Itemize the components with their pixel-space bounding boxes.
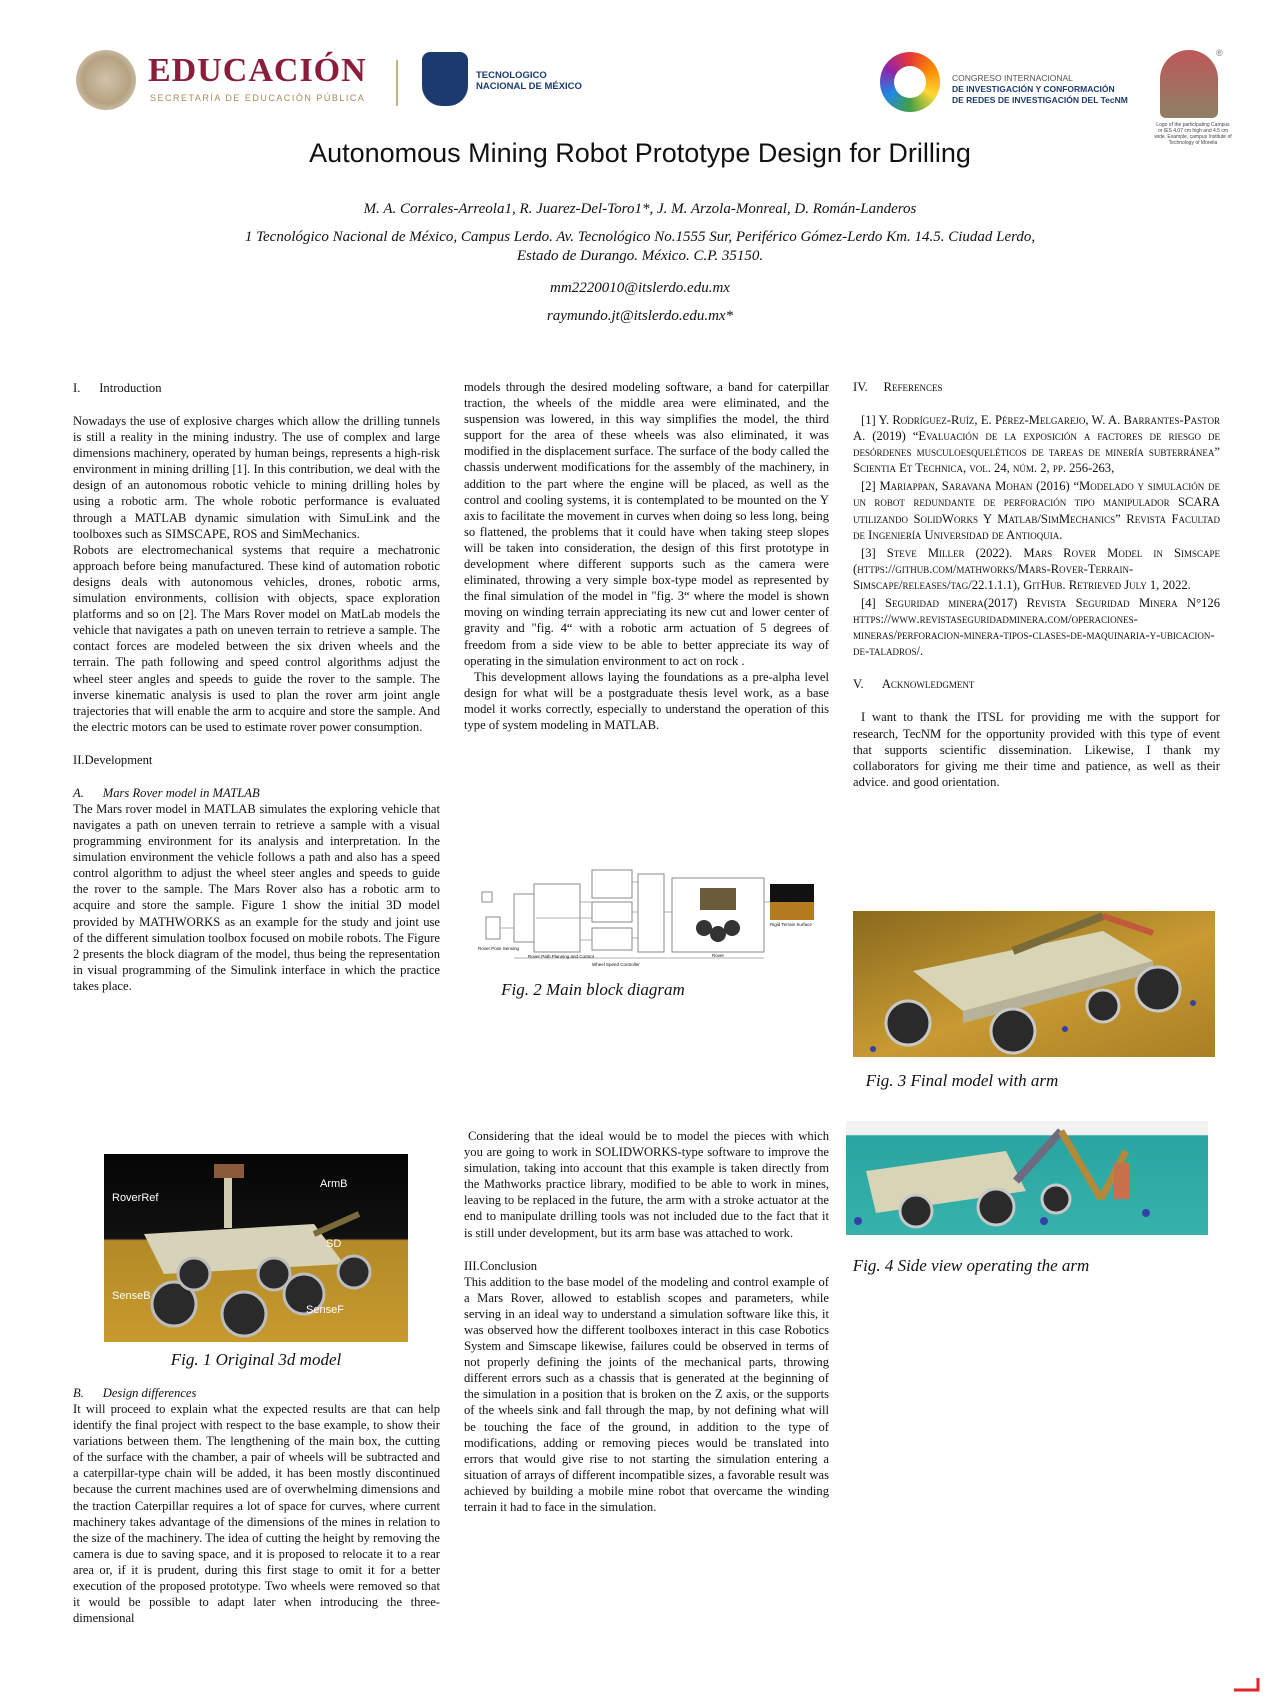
email-2: raymundo.jt@itslerdo.edu.mx* [546, 308, 734, 324]
rover-side-arm-icon [846, 1121, 1208, 1235]
column-2-top [464, 379, 829, 733]
email-1: mm2220010@itslerdo.edu.mx [550, 280, 730, 296]
fig3-caption: Fig. 3 Final model with arm [865, 1071, 1059, 1090]
fig2-label-wheel: Wheel Speed Controller [592, 962, 640, 967]
reference-4: [4] Seguridad minera(2017) Revista Seguridad Minera N°126 https://www.revistaseguridadminera.com/operaciones-mineras/perforacion-minera-tipos-clases-de-maquinaria-y-ubicacion-de-taladros/. [853, 596, 1220, 659]
corner-bracket-icon [1232, 1676, 1264, 1696]
congreso-line3: DE REDES DE INVESTIGACIÓN DEL TecNM [952, 95, 1128, 105]
fig2-label-terrain: Rigid Terrain Surface [770, 922, 812, 927]
intro-paragraph-1: Nowadays the use of explosive charges which allow the drilling tunnels is still a reality in the mining industry. The use of complex and large dimensions machinery, operated by human beings, represents a high-risk environment in mining drilling [1]. In this contribution, we deal with the design of an autonomous robotic vehicle to mining drilling holes by using a robotic arm. The whole robotic performance is evaluated through a MATLAB dynamic simulation with SimuLink and the toolboxes such as SIMSCAPE, ROS and SimMechanics. [73, 414, 440, 541]
intro-heading: I. Introduction [73, 381, 162, 395]
fig1-label-sensef: SenseF [306, 1304, 344, 1316]
reference-1: [1] Y. Rodríguez-Ruíz, E. Pérez-Melgarejo, W. A. Barrantes-Pastor A. (2019) “Evaluación de la exposición a factores de riesgo de desórdenes musculoesqueléticos de tareas de minería subterránea” Scientia Et Technica, vol. 24, núm. 2, pp. 256-263, [853, 413, 1220, 476]
page-title: Autonomous Mining Robot Prototype Design for Drilling [309, 138, 971, 168]
column-3 [853, 379, 1220, 792]
fig1-image [104, 1154, 408, 1342]
congreso-line1: CONGRESO INTERNACIONAL [952, 73, 1073, 83]
tecnm-line2: NACIONAL DE MÉXICO [476, 81, 582, 92]
conclusion-heading: III.Conclusion [464, 1258, 538, 1273]
congreso-ring-icon [880, 52, 940, 112]
fig4-image [846, 1121, 1208, 1235]
registered-mark: ® [1216, 48, 1223, 58]
fig2-label-path: Rover Path Planning and Control [528, 954, 594, 959]
educacion-wordmark: EDUCACIÓN [148, 52, 367, 89]
intro-paragraph-2: Robots are electromechanical systems that require a mechatronic approach before being manufactured. These kind of automation robotic designs deals with autonomous vehicles, drones, robotic arms, simulation environments, collision with objects, space exploration platforms and so on [2]. The Mars Rover model on MatLab models the vehicle that navigates a path on uneven terrain to retrieve a sample. The contact forces are modeled between the six driven wheels and the terrain. The path following and speed control algorithms adjust the wheel steer angles and speeds to guide the rover to the sample. The inverse kinematic analysis is used to plan the rover arm joint angle trajectories that will enable the arm to acquire and store the sample. And the electric motors can be used to estimate rover power consumption. [73, 542, 440, 734]
rover-with-arm-icon [853, 911, 1215, 1057]
rover-render-icon [104, 1154, 408, 1342]
itsl-logo [1154, 50, 1234, 150]
congreso-logo [880, 52, 1130, 114]
development-b-paragraph: It will proceed to explain what the expected results are that can help identify the final project with respect to the base example, to show their variations between them. The lengthening of the main box, the cutting of the surface with the chamber, a pair of wheels will be subtracted and a caterpillar-type chain will be added, it has been mostly discontinued because the current machines used are of overwhelming dimensions and the traction Caterpillar requires a lot of space for curves, where current machinery takes advantage of the dimensions of the mines in relation to the size of the machinery. The idea of cutting the height by removing the camera is due to saving space, and it is proposed to relocate it to a rear area or, if it is prudent, during this first stage to omit it for a better execution of the proposed prototype. Two wheels were removed so that it would be possible to adapt later when introducing the three-dimensional [73, 1402, 440, 1626]
development-subheading-b: B. Design differences [73, 1386, 197, 1400]
authors: M. A. Corrales-Arreola1, R. Juarez-Del-Toro1*, J. M. Arzola-Monreal, D. Román-Landeros [363, 201, 917, 217]
acknowledgment-paragraph: I want to thank the ITSL for providing me with the support for research, TecNM for the opportunity provided with this type of event that supports scientific dissemination. Likewise, I thank my collaborators for giving me their time and patience, as well as their advice. and good orientation. [853, 710, 1220, 789]
middle-paragraph-1: models through the desired modeling software, a band for caterpillar traction, the wheels of the middle area were eliminated, and the suspension was lowered, in this way simplifies the model, the third support for the area of these wheels was also eliminated, it was modified in the displacement surface. The surface of the body called the chassis underwent modifications for the assembly of the machinery, in addition to the part where the engine will be placed, as well as the control and cooling systems, it is contemplated to be mounted on the Y axis to facilitate the movement in curves when doing so less long, being so flattened, the problems that it could have when taking steep slopes will be taken into consideration, the design of this first prototype in development where different supports such as the camera were eliminated, throwing a very simple box-type model as represented by the final simulation of the model in "fig. 3“ where the model is shown moving on winding terrain appreciating its new cut and lower center of gravity and "fig. 4“ with a robotic arm actuation of 5 degrees of freedom from a side view to be able to better appreciate its way of operating in the simulation environment to act on rock . [464, 380, 829, 668]
fig2-caption: Fig. 2 Main block diagram [501, 980, 685, 999]
fig1-label-armb: ArmB [320, 1178, 348, 1190]
educacion-logo [76, 50, 376, 110]
fig3-image [853, 911, 1215, 1057]
acknowledgment-heading: V. Acknowledgment [853, 677, 975, 692]
fig2-label-rover: Rover [712, 953, 725, 958]
fig1-label-sd: SD [326, 1238, 342, 1250]
middle-paragraph-2: This development allows laying the foundations as a pre-alpha level design for what will be a postgraduate thesis level work, as a base model it works correctly, especially to understand the operation of this type of system modeling in MATLAB. [464, 669, 829, 732]
educacion-subtitle: SECRETARÍA DE EDUCACIÓN PÚBLICA [150, 93, 366, 103]
logo-divider [396, 60, 398, 106]
conclusion-paragraph: This addition to the base model of the modeling and control example of a Mars Rover, allowed to establish scopes and parameters, while serving in an ideal way to understand a simulation software like this, it was observed how the different toolboxes interact in this case Robotics System and Simscape likewise, failures could be observed in terms of not properly defining the joints of the mechanical parts, throwing different errors such as a chassis that is generated at the beginning of the simulation in a position that is broken on the Z axis, or the supports of the wheels sink and fall through the map, by not defining what will be touching the face of the ground, in addition to the type of modifications, adding or removing pieces would be translated into errors that would give rise to not starting the simulation entering a situation of arrays of different incompatible sizes, a favorable result was achieved by building a mobile mine robot that overcame the winding terrain it had to face in the simulation. [464, 1274, 829, 1514]
reference-3: [3] Steve Miller (2022). Mars Rover Model in Simscape (https://github.com/mathworks/Mars-Rover-Terrain-Simscape/releases/tag/22.1.1.1), GitHub. Retrieved July 1, 2022. [853, 545, 1220, 592]
block-diagram-icon [474, 862, 824, 972]
column-2-bottom [464, 1128, 829, 1515]
references-heading: IV. References [853, 380, 943, 394]
tecnm-line1: TECNOLOGICO [476, 70, 547, 81]
itsl-caption: Logo of the participating Campus or IES 4.07 cm high and 4.5 cm wide. Example, campus Institute of Technology of Morelia [1154, 122, 1232, 146]
column-1-top [73, 380, 440, 994]
affiliation-line2: Estado de Durango. México. C.P. 35150. [516, 248, 764, 264]
fig2-label-pose: Rover Pose Sensing [478, 946, 520, 951]
affiliation-line1: 1 Tecnológico Nacional de México, Campus Lerdo. Av. Tecnológico No.1555 Sur, Periférico Gómez-Lerdo Km. 14.5. Ciudad Lerdo, [244, 229, 1036, 245]
tecnm-logo [422, 52, 582, 108]
middle-paragraph-3: Considering that the ideal would be to model the pieces with which you are going to work in SOLIDWORKS-type software to improve the simulation, taking into account that this example is taken directly from the Mathworks practice library, modified to be able to work in mines, leaving to be replaced in the future, the arm with a stroke actuator at the end to manipulate drilling tools was not included due to the fact that it is still under development, but its arm base was attached to work. [464, 1129, 829, 1240]
affiliation [180, 228, 1100, 266]
column-1-bottom [73, 1385, 440, 1626]
development-heading: II.Development [73, 752, 153, 767]
development-subheading-a: A. Mars Rover model in MATLAB [73, 785, 260, 800]
tecnm-shield-icon [422, 52, 468, 106]
fig1-label-senseb: SenseB [112, 1290, 151, 1302]
fig1-label-roverref: RoverRef [112, 1192, 159, 1204]
mexico-seal-icon [76, 50, 136, 110]
fig4-caption: Fig. 4 Side view operating the arm [852, 1256, 1090, 1275]
fig2-block-diagram [474, 862, 824, 972]
development-a-paragraph: The Mars rover model in MATLAB simulates the exploring vehicle that navigates a path on uneven terrain to retrieve a sample with a visual programming environment for its analysis and interpretation. In the simulation environment the vehicle follows a path and also has a speed control algorithm to adjust the wheel steer angles and speeds to guide the rover to the sample. The Mars Rover also has a robotic arm to acquire and store the sample. Figure 1 show the initial 3D model provided by MATHWORKS as an example for the study and joint use of the different simulation toolbox focused on mobile robots. The Figure 2 presents the block diagram of the model, thus being the representation in visual programming of the Simulink interface in which the practice takes place. [73, 801, 440, 993]
itsl-emblem-icon [1160, 50, 1218, 118]
congreso-line2: DE INVESTIGACIÓN Y CONFORMACIÓN [952, 84, 1115, 94]
reference-2: [2] Mariappan, Saravana Mohan (2016) “Modelado y simulación de un robot redundante de perforación tipo manipulador SCARA utilizando SolidWorks Y Matlab/SimMechanics” Revista Facultad de Ingeniería Universidad de Antioquia. [853, 479, 1220, 542]
fig1-caption: Fig. 1 Original 3d model [170, 1350, 342, 1369]
